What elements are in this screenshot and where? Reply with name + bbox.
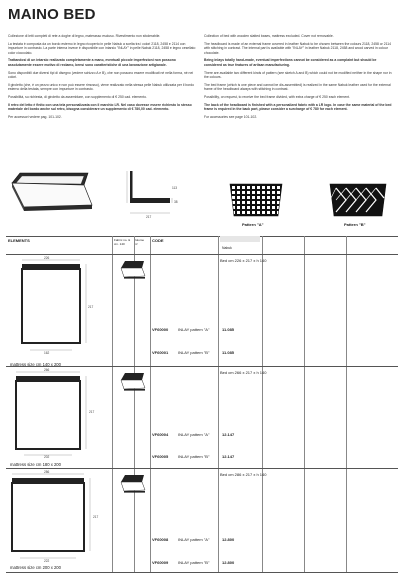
mini-bed-icon-2 [118, 370, 148, 392]
left-p3: Sono disponibili due diversi tipi di disegno (vedere schizzo A e B), che non possono essere modificati né nella forma, né nei colori. [8, 70, 194, 80]
mini-bed-icon-3 [118, 472, 148, 494]
inlay-2a: INLAY pattern "A" [178, 432, 210, 437]
left-p6: Il retro del letto è finito con una tela personalizzata con il marchio LR. Nel caso dovesse essere richiesto lo stesso materiale del bordo anche sul retro, bisogna considerare un supplemento di € 780,00 cad. elemento. [8, 102, 192, 112]
code-2b: VF60005 [152, 454, 169, 459]
bed-size-1: Bed cm 226 x 217 x h 140 [220, 258, 267, 263]
left-p0: Collezione di letti completi di rete a doghe di legno, materasso escluso. Rivestimento non sfoderabile. [8, 34, 161, 38]
pattern-a-label: Pattern "A" [242, 222, 264, 227]
inlay-3a: INLAY pattern "A" [178, 537, 210, 542]
plan-inner-1: 162 [44, 351, 50, 355]
header-elements: ELEMENTS [8, 238, 30, 243]
table-header [6, 236, 398, 248]
english-description [204, 34, 392, 122]
plan-width-3: 286 [44, 470, 50, 474]
right-p1: The headboard is made of an external frame covered in leather Nabuk to be chosen between the colours 2118, 2458 or 2114 with stitching in contrast. The internal part is available with "INLAY" in leather Nabuk 2118, 2458 and wood carved in colour chocolate. [204, 41, 392, 55]
plan-depth-3: 217 [93, 515, 99, 519]
mattress-size-1: mattress size cm 140 x 200 [10, 362, 61, 367]
right-p3: There are available two different kinds of pattern (see sketch A and B) which could not be modified neither in the shape nor in the colours. [204, 70, 392, 80]
bed-size-3: Bed cm 286 x 217 x h 140 [220, 472, 267, 477]
col-line-2 [134, 236, 135, 572]
italian-description [8, 34, 196, 122]
price-1b: 11.085 [222, 350, 235, 355]
side-width-label: 217 [146, 215, 152, 219]
plan-width-2: 266 [44, 368, 50, 372]
mattress-size-2: mattress size cm 180 x 200 [10, 462, 61, 467]
left-p5: Possibilità, su richiesta, di giroletto da assemblare, con supplemento di € 250 cad. elemento. [8, 94, 147, 99]
right-p4: The bed frame (which is one piece and cannot be dis-assembled) is realized in the same Nabuk leather used for the external frame of the headboard always with stitching in contrast. [204, 82, 391, 92]
inlay-1b: INLAY pattern "B" [178, 350, 210, 355]
right-p6: The back of the headboard is finished with a personalized fabric with a LR logo. In case the same material of the bed frame is required in the back part, please consider a surcharge of € 780 for each element. [204, 102, 392, 112]
header-nabuk: Nabuk [222, 246, 232, 250]
plan-depth-2: 217 [89, 410, 95, 414]
col-line-3 [150, 236, 151, 572]
plan-drawing-3 [6, 472, 100, 564]
table-row-3 [6, 468, 398, 469]
code-2a: VF60004 [152, 432, 169, 437]
inlay-3b: INLAY pattern "B" [178, 560, 210, 565]
header-volume: Volume m³ [134, 238, 145, 246]
col-line-5 [262, 236, 263, 572]
right-p2: Being inlays totally hand-made, eventual imperfections cannot be considered as a complaint but should be considered as true features of artisan manufacturing. [204, 58, 377, 67]
right-p7: For accessories see page 101-102. [204, 114, 258, 119]
plan-depth-1: 217 [88, 305, 94, 309]
col-line-4 [218, 236, 219, 572]
header-shade [220, 236, 260, 242]
page-title: MAINO BED [8, 6, 96, 23]
price-2b: 12.147 [222, 454, 235, 459]
price-2a: 12.147 [222, 432, 235, 437]
header-fabric: Fabric no. & cm. 140 [114, 238, 131, 246]
right-p0: Collection of bed with wooden slatted bases, mattress excluded. Cover not removable. [204, 34, 334, 38]
pattern-b-icon [326, 180, 390, 220]
right-p5: Possibility, on request, to receive the bed frame divided, with extra charge of € 250 each element. [204, 94, 351, 99]
plan-drawing-1 [10, 258, 100, 358]
bed-perspective-icon [12, 173, 92, 211]
inlay-1a: INLAY pattern "A" [178, 327, 210, 332]
side-height-label: 113 [172, 186, 178, 190]
price-3a: 12.800 [222, 537, 235, 542]
plan-inner-2: 202 [44, 455, 50, 459]
left-p1: La testata è composta da un bordo esterno in legno ricoperto in pelle Nabuk a scelta tra i colori 2118, 2458 e 2114 con impunture in contrasto. La parte interna invece è disponibile con intarsio "INLAY" in pelle Nabuk 2118, 2458 e legno cesellato color cioccolato. [8, 41, 196, 55]
col-line-1 [112, 236, 113, 572]
header-code: CODE [152, 238, 164, 243]
code-1b: VF60001 [152, 350, 169, 355]
plan-width-1: 226 [44, 256, 50, 260]
side-depth-label: 38 [174, 200, 178, 204]
mini-bed-icon-1 [118, 258, 148, 280]
plan-drawing-2 [8, 370, 100, 460]
pattern-b-label: Pattern "B" [344, 222, 366, 227]
bed-drawings [6, 165, 204, 229]
col-line-6 [304, 236, 305, 572]
code-3b: VF60009 [152, 560, 169, 565]
pattern-a-icon [226, 180, 286, 220]
code-1a: VF60000 [152, 327, 169, 332]
left-p4: Il giroletto (che, è un pezzo unico e non può essere rimosso), viene realizzato nella stessa pelle Nabuk utilizzata per il bordo esterno della testata, sempre con impunture in contrasto. [8, 82, 195, 92]
price-3b: 12.800 [222, 560, 235, 565]
code-3a: VF60008 [152, 537, 169, 542]
table-bottom-line [6, 572, 398, 573]
plan-inner-3: 222 [44, 559, 50, 563]
inlay-2b: INLAY pattern "B" [178, 454, 210, 459]
mattress-size-3: mattress size cm 200 x 200 [10, 565, 61, 570]
price-1a: 11.085 [222, 327, 235, 332]
bed-side-view-icon [127, 171, 172, 213]
bed-size-2: Bed cm 266 x 217 x h 140 [220, 370, 267, 375]
table-row-1 [6, 254, 398, 255]
left-p2: Trattandosi di un intarsio realizzato completamente a mano, eventuali piccole imperfezioni non possono assolutamente essere motivo di reclamo, bensì sono caratteristiche di una lavorazione artigianale. [8, 58, 176, 67]
left-p7: Per accessori vedere pag. 101-102. [8, 114, 62, 119]
col-line-7 [346, 236, 347, 572]
table-row-2 [6, 366, 398, 367]
